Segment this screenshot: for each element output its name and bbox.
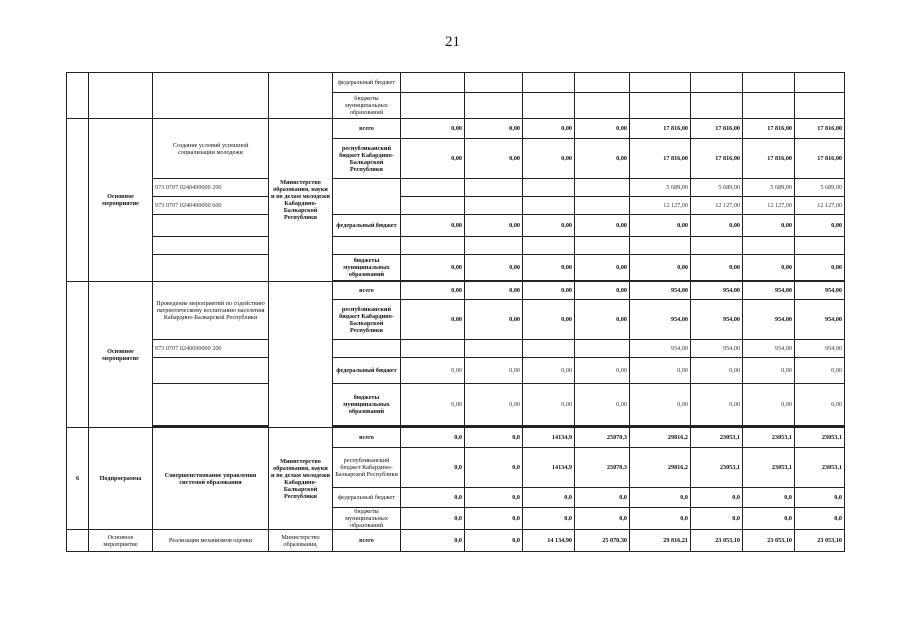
value-cell: 5 689,00 — [691, 179, 743, 197]
table-row — [67, 255, 845, 281]
value-cell: 0,0 — [401, 428, 465, 448]
value-cell: 954,00 — [743, 340, 795, 358]
main-event-label: Основное мероприятие — [89, 119, 153, 282]
table-row — [67, 237, 845, 255]
value-cell: 17 816,00 — [691, 119, 743, 139]
republic-label: республиканский бюджет Кабардино-Балкарской Республики — [333, 448, 401, 488]
value-cell: 0,0 — [691, 508, 743, 530]
main-event-label: Основное мероприятие — [89, 282, 153, 428]
value-cell: 0,00 — [401, 282, 465, 300]
value-cell: 25070,3 — [575, 448, 630, 488]
value-cell: 0,00 — [465, 255, 523, 281]
value-cell: 0,00 — [523, 215, 575, 237]
value-cell: 954,00 — [743, 300, 795, 340]
value-cell: 17 816,00 — [630, 119, 691, 139]
value-cell: 0,00 — [575, 358, 630, 384]
value-cell: 14134,9 — [523, 428, 575, 448]
value-cell: 0,00 — [523, 119, 575, 139]
municipal-label: бюджеты муниципальных образований — [333, 508, 401, 530]
federal-label: федеральный бюджет — [333, 358, 401, 384]
value-cell: 0,00 — [630, 358, 691, 384]
value-cell: 0,0 — [465, 508, 523, 530]
value-cell: 23053,1 — [795, 428, 845, 448]
value-cell: 17 816,00 — [795, 139, 845, 179]
value-cell: 0,0 — [630, 488, 691, 508]
value-cell: 23053,1 — [743, 448, 795, 488]
table-row — [67, 73, 845, 93]
value-cell: 17 816,00 — [630, 139, 691, 179]
value-cell: 23053,1 — [743, 428, 795, 448]
value-cell: 0,00 — [523, 282, 575, 300]
table-row — [67, 428, 845, 448]
value-cell: 0,00 — [691, 384, 743, 426]
value-cell: 954,00 — [691, 282, 743, 300]
federal-label: федеральный бюджет — [333, 488, 401, 508]
value-cell: 0,0 — [465, 428, 523, 448]
municipal-label: бюджеты муниципальных образований — [333, 384, 401, 426]
value-cell: 0,00 — [795, 358, 845, 384]
subprogram-number: 6 — [67, 428, 89, 530]
value-cell: 0,00 — [401, 119, 465, 139]
value-cell: 23 053,10 — [691, 530, 743, 552]
value-cell: 954,00 — [691, 340, 743, 358]
value-cell: 0,00 — [465, 300, 523, 340]
value-cell: 0,00 — [575, 384, 630, 426]
block4-description: Реализация механизмов оценки — [153, 530, 269, 552]
value-cell: 954,00 — [691, 300, 743, 340]
budget-code: 973 0707 0240690000 200 — [153, 340, 269, 358]
value-cell: 0,00 — [401, 384, 465, 426]
republic-label: республиканский бюджет Кабардино-Балкарской Республики — [333, 300, 401, 340]
table-row — [67, 197, 845, 215]
value-cell: 0,00 — [691, 255, 743, 281]
municipal-label: бюджеты муниципальных образований — [333, 255, 401, 281]
value-cell: 0,00 — [630, 384, 691, 426]
value-cell: 23053,1 — [691, 448, 743, 488]
value-cell: 0,0 — [630, 508, 691, 530]
value-cell: 954,00 — [630, 300, 691, 340]
value-cell: 29816,2 — [630, 428, 691, 448]
value-cell: 23 053,10 — [795, 530, 845, 552]
table-row — [67, 384, 845, 426]
municipal-label: бюджеты муниципальных образований — [333, 93, 401, 119]
value-cell: 0,00 — [691, 358, 743, 384]
value-cell: 0,0 — [401, 508, 465, 530]
main-event-label: Основное мероприятие — [89, 530, 153, 552]
value-cell: 0,00 — [465, 119, 523, 139]
value-cell: 954,00 — [795, 300, 845, 340]
table-row — [67, 215, 845, 237]
value-cell: 17 816,00 — [743, 139, 795, 179]
value-cell: 954,00 — [630, 282, 691, 300]
total-label: всего — [333, 119, 401, 139]
value-cell: 29 816,21 — [630, 530, 691, 552]
table-row — [67, 119, 845, 139]
value-cell: 0,0 — [523, 508, 575, 530]
value-cell: 0,00 — [465, 215, 523, 237]
value-cell: 29816,2 — [630, 448, 691, 488]
budget-code: 973 0707 0240490000 600 — [153, 197, 269, 215]
table-row — [67, 340, 845, 358]
value-cell: 0,00 — [743, 384, 795, 426]
ministry-label: Министерство образования, науки и по делам молодежи Кабардино-Балкарской Республики — [269, 119, 333, 282]
table-row — [67, 358, 845, 384]
value-cell: 12 127,00 — [691, 197, 743, 215]
table-row — [67, 282, 845, 300]
table-row — [67, 179, 845, 197]
table-row — [67, 530, 845, 552]
value-cell: 954,00 — [630, 340, 691, 358]
republic-label: республиканский бюджет Кабардино-Балкарской Республики — [333, 139, 401, 179]
value-cell: 23053,1 — [691, 428, 743, 448]
value-cell: 12 127,00 — [743, 197, 795, 215]
value-cell: 954,00 — [795, 282, 845, 300]
block1-description: Создание условий успешной социализации молодежи — [153, 119, 269, 179]
value-cell: 0,00 — [401, 139, 465, 179]
value-cell: 0,00 — [575, 119, 630, 139]
subprogram-label: Подпрограмма — [89, 428, 153, 530]
value-cell: 14134,9 — [523, 448, 575, 488]
value-cell: 0,0 — [575, 488, 630, 508]
value-cell: 17 816,00 — [795, 119, 845, 139]
federal-label: федеральный бюджет — [333, 73, 401, 93]
value-cell: 0,00 — [575, 215, 630, 237]
total-label: всего — [333, 530, 401, 552]
value-cell: 5 689,00 — [630, 179, 691, 197]
value-cell: 12 127,00 — [795, 197, 845, 215]
value-cell: 0,00 — [691, 215, 743, 237]
value-cell: 0,0 — [691, 488, 743, 508]
value-cell: 0,0 — [401, 488, 465, 508]
value-cell: 0,00 — [743, 215, 795, 237]
page-number: 21 — [445, 34, 460, 50]
total-label: всего — [333, 282, 401, 300]
value-cell: 0,00 — [465, 358, 523, 384]
value-cell: 23 053,10 — [743, 530, 795, 552]
value-cell: 0,00 — [401, 300, 465, 340]
value-cell: 0,00 — [795, 255, 845, 281]
budget-table — [66, 72, 845, 552]
value-cell: 0,0 — [743, 508, 795, 530]
value-cell: 17 816,00 — [691, 139, 743, 179]
value-cell: 23053,1 — [795, 448, 845, 488]
value-cell: 0,00 — [523, 300, 575, 340]
value-cell: 0,00 — [575, 255, 630, 281]
value-cell: 0,00 — [743, 255, 795, 281]
value-cell: 0,00 — [630, 215, 691, 237]
value-cell: 12 127,00 — [630, 197, 691, 215]
federal-label: федеральный бюджет — [333, 215, 401, 237]
value-cell: 14 134,90 — [523, 530, 575, 552]
total-label: всего — [333, 428, 401, 448]
value-cell: 5 689,00 — [795, 179, 845, 197]
value-cell: 0,00 — [795, 215, 845, 237]
value-cell: 0,00 — [401, 215, 465, 237]
value-cell: 0,00 — [575, 139, 630, 179]
value-cell: 0,00 — [630, 255, 691, 281]
value-cell: 954,00 — [743, 282, 795, 300]
value-cell: 0,00 — [465, 384, 523, 426]
value-cell: 17 816,00 — [743, 119, 795, 139]
value-cell: 954,00 — [795, 340, 845, 358]
value-cell: 0,00 — [401, 358, 465, 384]
value-cell: 0,00 — [575, 282, 630, 300]
value-cell: 0,00 — [401, 255, 465, 281]
value-cell: 0,0 — [795, 488, 845, 508]
ministry-label: Министерство образования, науки и по делам молодежи Кабардино-Балкарской Республики — [269, 428, 333, 530]
value-cell: 0,0 — [795, 508, 845, 530]
value-cell: 0,00 — [523, 358, 575, 384]
value-cell: 0,00 — [465, 139, 523, 179]
value-cell: 0,0 — [743, 488, 795, 508]
block2-description: Проведение мероприятий по содействию патриотическому воспитанию населения Кабардино-Балкарской Республики — [153, 282, 269, 340]
value-cell: 0,00 — [575, 300, 630, 340]
value-cell: 0,0 — [401, 448, 465, 488]
value-cell: 0,0 — [465, 530, 523, 552]
value-cell: 0,0 — [523, 488, 575, 508]
value-cell: 0,00 — [523, 384, 575, 426]
value-cell: 0,00 — [743, 358, 795, 384]
ministry-label: Министерство образования, — [269, 530, 333, 552]
value-cell: 0,00 — [795, 384, 845, 426]
value-cell: 0,0 — [465, 488, 523, 508]
value-cell: 25070,3 — [575, 428, 630, 448]
block3-description: Совершенствование управления системой образования — [153, 428, 269, 530]
value-cell: 0,00 — [523, 139, 575, 179]
value-cell: 0,0 — [401, 530, 465, 552]
value-cell: 0,0 — [465, 448, 523, 488]
value-cell: 0,00 — [465, 282, 523, 300]
value-cell: 0,00 — [523, 255, 575, 281]
budget-code: 973 0707 0240490000 200 — [153, 179, 269, 197]
value-cell: 25 070,30 — [575, 530, 630, 552]
value-cell: 0,0 — [575, 508, 630, 530]
value-cell: 5 689,00 — [743, 179, 795, 197]
